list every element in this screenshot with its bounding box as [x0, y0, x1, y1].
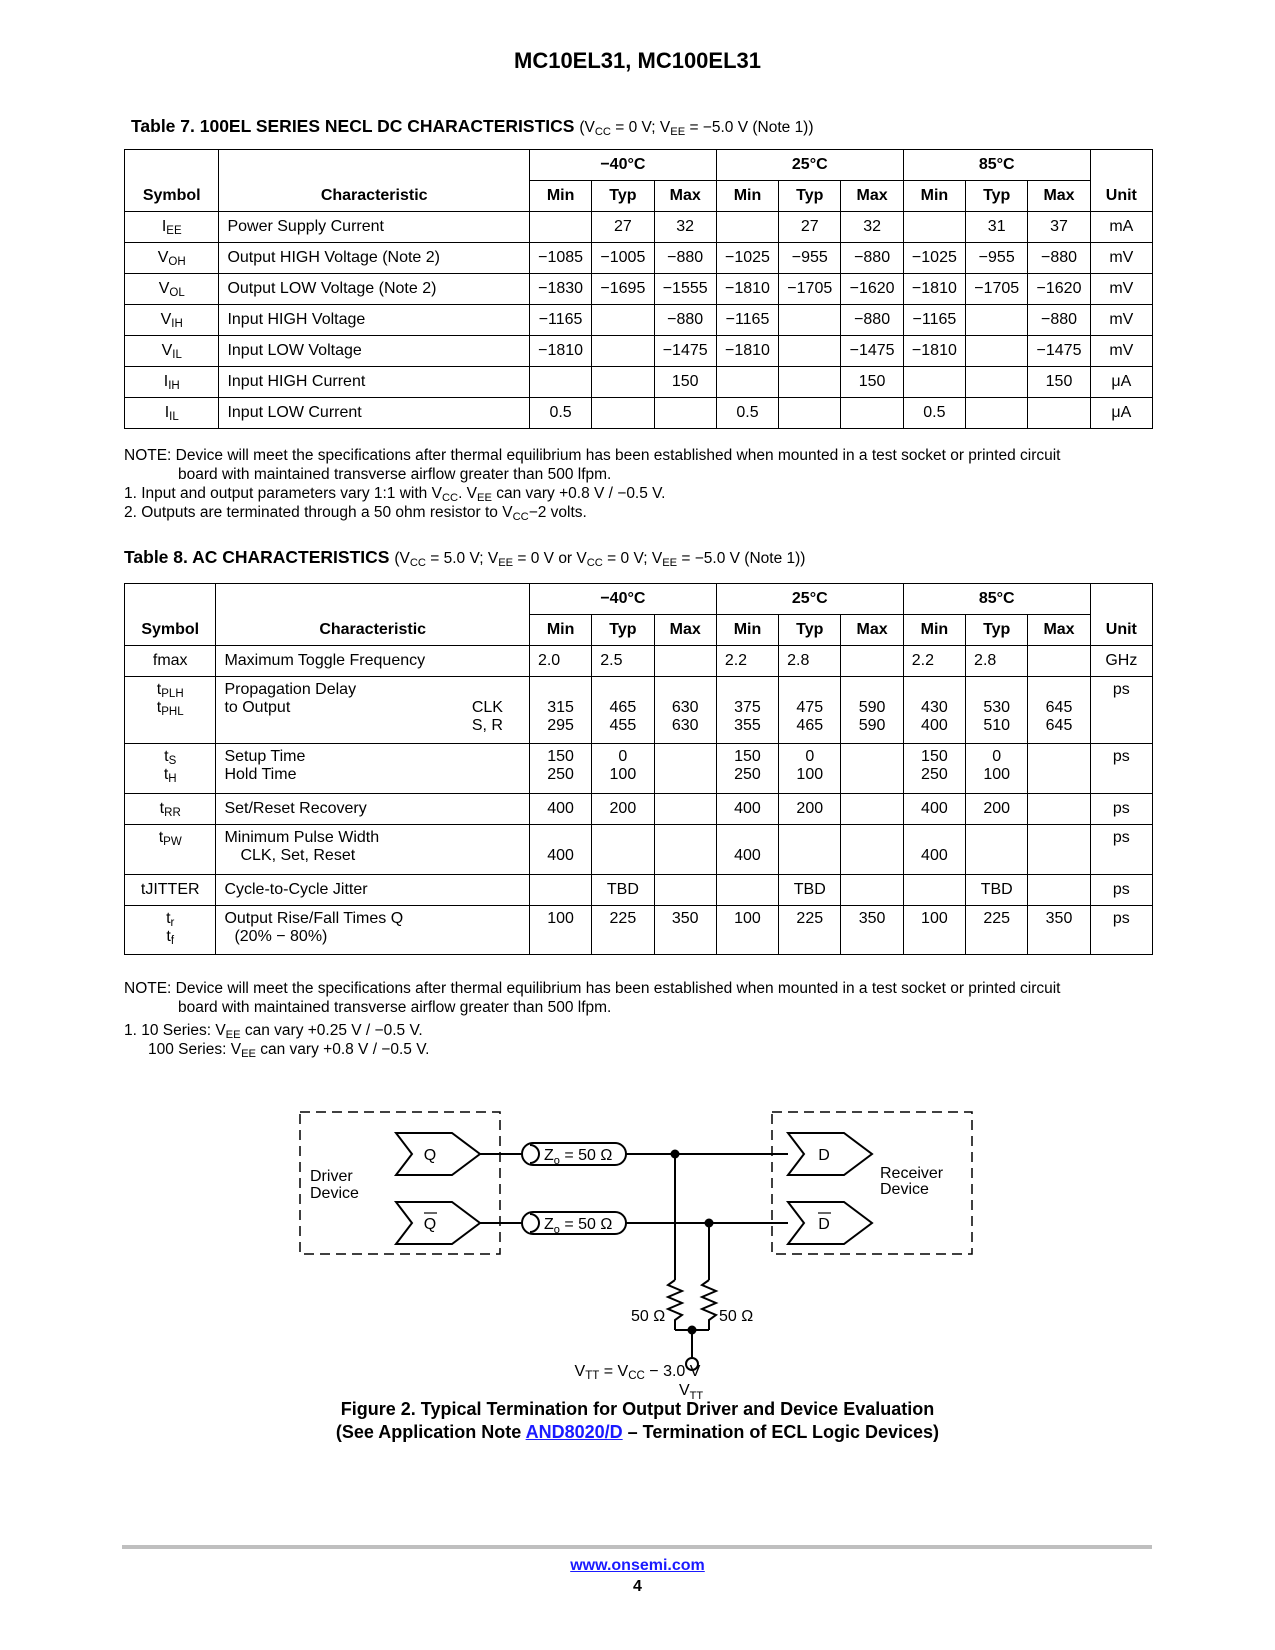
unit-cell: mV — [1090, 274, 1152, 305]
value-cell — [903, 212, 965, 243]
value-cell — [654, 794, 716, 825]
symbol-cell: $V_{OL}$ — [125, 274, 219, 305]
value-cell — [903, 875, 965, 906]
value-cell: −1695 — [592, 274, 654, 305]
value-cell: 400 — [529, 794, 591, 825]
value-cell: −1810 — [903, 336, 965, 367]
value-cell: 200 — [966, 794, 1028, 825]
value-cell: −1475 — [1028, 336, 1090, 367]
value-cell — [1028, 794, 1090, 825]
value-cell: −1005 — [592, 243, 654, 274]
value-cell: 590 590 — [841, 677, 903, 744]
characteristic-cell: Input LOW Voltage — [219, 336, 529, 367]
receiver-dbar-buffer — [788, 1202, 872, 1244]
table7-header-unit: Unit — [1090, 150, 1152, 212]
value-cell: 400 — [529, 825, 591, 875]
value-cell — [592, 398, 654, 429]
value-cell: 630 630 — [654, 677, 716, 744]
value-cell: −1025 — [716, 243, 778, 274]
table-row — [125, 794, 1153, 825]
d-label: D — [818, 1147, 830, 1164]
table7-header-temp: 25°C — [716, 150, 903, 181]
table7-subheader: Max — [1028, 181, 1090, 212]
value-cell — [529, 875, 591, 906]
table8-caption-conditions: ($V_{CC} = 5.0$ V; $V_{EE} = 0$ V or $V_{CC} = 0$ V; $V_{EE} = -5.0$ V (Note 1)) — [394, 550, 806, 570]
value-cell: 2.2 — [903, 646, 965, 677]
value-cell: 32 — [654, 212, 716, 243]
unit-cell: ps — [1090, 677, 1152, 744]
table-row — [125, 398, 1153, 429]
value-cell: 350 — [1028, 906, 1090, 955]
table7-subheader: Typ — [966, 181, 1028, 212]
value-cell — [1028, 744, 1090, 794]
char-line — [224, 717, 503, 735]
value-cell: Setup Time Hold Time — [216, 744, 530, 794]
table8-subheader: Min — [716, 615, 778, 646]
table8-header-characteristic: Characteristic — [216, 584, 530, 646]
unit-cell: μA — [1090, 398, 1152, 429]
value-cell: 0 100 — [592, 744, 654, 794]
table7-header-temp: −40°C — [529, 150, 716, 181]
table7-caption-title: Table 7. 100EL SERIES NECL DC CHARACTERISTICS — [131, 116, 575, 136]
value-cell: 315 295 — [529, 677, 591, 744]
qbar-label: Q — [423, 1216, 437, 1233]
value-cell — [716, 367, 778, 398]
characteristic-cell: Input LOW Current — [219, 398, 529, 429]
table7-subheader: Min — [529, 181, 591, 212]
value-cell: −1830 — [529, 274, 591, 305]
characteristic-cell: Maximum Toggle Frequency — [216, 646, 530, 677]
table-row — [125, 243, 1153, 274]
value-cell: −1475 — [841, 336, 903, 367]
value-cell: 375 355 — [716, 677, 778, 744]
table7-note-main-cont: board with maintained transverse airflow greater than 500 lfpm. — [178, 466, 612, 483]
table7-subheader: Max — [841, 181, 903, 212]
value-cell: 37 — [1028, 212, 1090, 243]
value-cell — [841, 398, 903, 429]
value-cell: −955 — [966, 243, 1028, 274]
driver-qbar-buffer — [396, 1202, 480, 1244]
value-cell: −1165 — [903, 305, 965, 336]
value-cell — [966, 367, 1028, 398]
table7-caption-conditions: ($V_{CC} = 0$ V; $V_{EE} = -5.0$ V (Note 1)) — [579, 119, 814, 139]
table-row — [125, 646, 1153, 677]
characteristic-cell: Set/Reset Recovery — [216, 794, 530, 825]
value-cell — [1028, 398, 1090, 429]
table8 — [124, 583, 1153, 955]
driver-q-buffer — [396, 1133, 480, 1175]
value-cell: 530 510 — [966, 677, 1028, 744]
value-cell: 150 — [841, 367, 903, 398]
receiver-label-2: Device — [880, 1181, 929, 1198]
value-cell — [716, 875, 778, 906]
table8-note-main-cont: board with maintained transverse airflow greater than 500 lfpm. — [178, 999, 612, 1016]
table-row — [125, 744, 1153, 794]
value-cell: −1810 — [529, 336, 591, 367]
table7-caption — [131, 116, 814, 137]
value-cell: 2.8 — [966, 646, 1028, 677]
value-cell: −880 — [654, 243, 716, 274]
table-row — [125, 305, 1153, 336]
value-cell: −1165 — [529, 305, 591, 336]
table-row — [125, 825, 1153, 875]
table7-note-main: NOTE: Device will meet the specifications after thermal equilibrium has been established when mounted in a test socket or printed circuit — [124, 447, 1061, 464]
junction-qbar — [705, 1219, 714, 1228]
table8-subheader: Typ — [592, 615, 654, 646]
symbol-cell: $V_{IL}$ — [125, 336, 219, 367]
symbol-cell: $I_{IL}$ — [125, 398, 219, 429]
symbol-cell: fmax — [125, 646, 216, 677]
table8-header-temp: 85°C — [903, 584, 1090, 615]
vtt-equation: $V_{TT} = V_{CC} - 3.0$ V — [574, 1363, 701, 1383]
resistor-left-label: 50 Ω — [631, 1308, 666, 1325]
table7-subheader: Typ — [779, 181, 841, 212]
value-cell: −1705 — [779, 274, 841, 305]
table-row — [125, 336, 1153, 367]
junction-vtt — [688, 1326, 697, 1335]
value-cell — [966, 305, 1028, 336]
value-cell: 2.2 — [716, 646, 778, 677]
figure-caption-line-1: Figure 2. Typical Termination for Output Driver and Device Evaluation — [340, 1399, 935, 1419]
characteristic-cell — [216, 677, 530, 744]
value-cell: 100 — [903, 906, 965, 955]
char-line: Minimum Pulse Width — [224, 829, 380, 846]
q-label: Q — [423, 1147, 437, 1164]
value-cell: 0 100 — [966, 744, 1028, 794]
table8-caption — [124, 547, 805, 568]
value-cell — [841, 646, 903, 677]
value-cell: 100 — [716, 906, 778, 955]
table8-header-unit: Unit — [1090, 584, 1152, 646]
table-row — [125, 212, 1153, 243]
website-link[interactable]: www.onsemi.com — [570, 1557, 705, 1574]
clk-label: CLK — [471, 699, 503, 716]
value-cell: 150 — [654, 367, 716, 398]
value-cell: 430 400 — [903, 677, 965, 744]
unit-cell: μA — [1090, 367, 1152, 398]
table8-caption-title: Table 8. AC CHARACTERISTICS — [124, 547, 390, 567]
table8-header-symbol: Symbol — [125, 584, 216, 646]
resistor-right — [702, 1280, 716, 1330]
driver-label-1: Driver — [310, 1168, 353, 1185]
unit-cell: mA — [1090, 212, 1152, 243]
table7-subheader: Max — [654, 181, 716, 212]
table8-subheader: Typ — [779, 615, 841, 646]
unit-cell: GHz — [1090, 646, 1152, 677]
characteristic-cell — [216, 906, 530, 955]
table7-subheader: Min — [716, 181, 778, 212]
value-cell: 225 — [779, 906, 841, 955]
value-cell: −1165 — [716, 305, 778, 336]
value-cell — [1028, 825, 1090, 875]
symbol-cell: tJITTER — [125, 875, 216, 906]
table8-subheader: Min — [529, 615, 591, 646]
page-title: MC10EL31, MC100EL31 — [514, 48, 761, 73]
unit-cell: ps — [1090, 825, 1152, 875]
table8-subheader: Max — [841, 615, 903, 646]
symbol-cell: $V_{OH}$ — [125, 243, 219, 274]
value-cell — [841, 794, 903, 825]
unit-cell: mV — [1090, 336, 1152, 367]
characteristic-cell: Cycle-to-Cycle Jitter — [216, 875, 530, 906]
unit-cell: mV — [1090, 243, 1152, 274]
value-cell: −1085 — [529, 243, 591, 274]
value-cell: −1475 — [654, 336, 716, 367]
value-cell: −880 — [841, 305, 903, 336]
value-cell: 200 — [592, 794, 654, 825]
table8-subheader: Typ — [966, 615, 1028, 646]
value-cell: 150 — [1028, 367, 1090, 398]
z0-label-q: $Z_o = 50$ Ω — [544, 1147, 613, 1167]
value-cell: 475 465 — [779, 677, 841, 744]
unit-cell: mV — [1090, 305, 1152, 336]
value-cell: 400 — [716, 825, 778, 875]
value-cell — [966, 825, 1028, 875]
characteristic-cell: Input HIGH Voltage — [219, 305, 529, 336]
characteristic-cell: Input HIGH Current — [219, 367, 529, 398]
char-text: to Output — [224, 699, 291, 716]
char-line: CLK, Set, Reset — [240, 847, 356, 864]
sr-label: S, R — [471, 717, 503, 734]
value-cell — [654, 398, 716, 429]
value-cell — [779, 367, 841, 398]
value-cell: 100 — [529, 906, 591, 955]
table8-notes — [124, 979, 1164, 1059]
value-cell: 225 — [966, 906, 1028, 955]
table-row — [125, 367, 1153, 398]
value-cell — [529, 367, 591, 398]
value-cell — [654, 744, 716, 794]
page-number: 4 — [633, 1578, 642, 1595]
value-cell — [779, 398, 841, 429]
table7-header-temp: 85°C — [903, 150, 1090, 181]
resistor-left — [668, 1280, 682, 1330]
value-cell — [779, 305, 841, 336]
characteristic-cell — [216, 825, 530, 875]
symbol-cell: $V_{IH}$ — [125, 305, 219, 336]
unit-cell: ps — [1090, 875, 1152, 906]
table8-subheader: Min — [903, 615, 965, 646]
table7-header-symbol: Symbol — [125, 150, 219, 212]
value-cell: −880 — [654, 305, 716, 336]
value-cell: 350 — [654, 906, 716, 955]
value-cell: 2.5 — [592, 646, 654, 677]
value-cell: 645 645 — [1028, 677, 1090, 744]
vtt-label: $V_{TT}$ — [679, 1382, 704, 1402]
value-cell: 400 — [903, 794, 965, 825]
receiver-label-1: Receiver — [880, 1165, 944, 1182]
value-cell: −880 — [1028, 305, 1090, 336]
app-note-link[interactable]: AND8020/D — [525, 1422, 623, 1442]
table7-header-characteristic: Characteristic — [219, 150, 529, 212]
value-cell: 225 — [592, 906, 654, 955]
value-cell: 0.5 — [903, 398, 965, 429]
symbol-cell: $t_S$ $t_H$ — [125, 744, 216, 794]
value-cell: TBD — [966, 875, 1028, 906]
char-line: Propagation Delay — [224, 681, 357, 698]
unit-cell: ps — [1090, 906, 1152, 955]
value-cell: −1620 — [1028, 274, 1090, 305]
value-cell — [966, 398, 1028, 429]
footer — [0, 1555, 1275, 1597]
value-cell: 350 — [841, 906, 903, 955]
value-cell — [654, 875, 716, 906]
symbol-cell: $t_{RR}$ — [125, 794, 216, 825]
value-cell — [592, 305, 654, 336]
resistor-right-label: 50 Ω — [719, 1308, 754, 1325]
value-cell — [779, 336, 841, 367]
value-cell — [1028, 875, 1090, 906]
value-cell: −1555 — [654, 274, 716, 305]
value-cell — [903, 367, 965, 398]
value-cell — [841, 825, 903, 875]
termination-diagram — [290, 1062, 980, 1402]
unit-cell: ps — [1090, 794, 1152, 825]
table-row — [125, 677, 1153, 744]
table8-note-1: 1. 10 Series: $V_{EE}$ can vary +0.25 V / −0.5 V. — [124, 1022, 423, 1042]
value-cell — [1028, 646, 1090, 677]
table-row — [125, 875, 1153, 906]
table8-subheader: Max — [1028, 615, 1090, 646]
table8-subheader: Max — [654, 615, 716, 646]
value-cell: 2.8 — [779, 646, 841, 677]
table7-notes — [124, 446, 1164, 522]
table7-subheader: Min — [903, 181, 965, 212]
table8-note-main: NOTE: Device will meet the specifications after thermal equilibrium has been established when mounted in a test socket or printed circuit — [124, 980, 1061, 997]
table8-header-temp: 25°C — [716, 584, 903, 615]
value-cell: 200 — [779, 794, 841, 825]
value-cell: −880 — [841, 243, 903, 274]
value-cell: 465 455 — [592, 677, 654, 744]
value-cell: 150 250 — [903, 744, 965, 794]
characteristic-cell: Output HIGH Voltage (Note 2) — [219, 243, 529, 274]
value-cell — [779, 825, 841, 875]
value-cell: −880 — [1028, 243, 1090, 274]
value-cell: 0 100 — [779, 744, 841, 794]
driver-label-2: Device — [310, 1185, 359, 1202]
value-cell — [592, 825, 654, 875]
value-cell: −955 — [779, 243, 841, 274]
value-cell: −1620 — [841, 274, 903, 305]
characteristic-cell: Power Supply Current — [219, 212, 529, 243]
value-cell: 150 250 — [716, 744, 778, 794]
table8-note-1b: 100 Series: $V_{EE}$ can vary +0.8 V / −0.5 V. — [148, 1041, 430, 1061]
table8-header-temp: −40°C — [529, 584, 716, 615]
z0-label-qbar: $Z_o = 50$ Ω — [544, 1216, 613, 1236]
value-cell: TBD — [592, 875, 654, 906]
value-cell: 150 250 — [529, 744, 591, 794]
footer-divider — [122, 1545, 1152, 1549]
value-cell — [654, 646, 716, 677]
receiver-d-buffer — [788, 1133, 872, 1175]
value-cell: 32 — [841, 212, 903, 243]
value-cell — [529, 212, 591, 243]
value-cell: 27 — [592, 212, 654, 243]
symbol-cell: $I_{IH}$ — [125, 367, 219, 398]
value-cell — [592, 367, 654, 398]
table7-note-2: 2. Outputs are terminated through a 50 ohm resistor to $V_{CC}-2$ volts. — [124, 504, 587, 524]
characteristic-cell: Output LOW Voltage (Note 2) — [219, 274, 529, 305]
dbar-label: D — [818, 1216, 830, 1233]
value-cell: −1810 — [716, 274, 778, 305]
value-cell: 400 — [716, 794, 778, 825]
value-cell: −1705 — [966, 274, 1028, 305]
value-cell: 400 — [903, 825, 965, 875]
symbol-cell: $t_{PW}$ — [125, 825, 216, 875]
table7 — [124, 149, 1153, 429]
symbol-cell: $t_{PLH}$ $t_{PHL}$ — [125, 677, 216, 744]
value-cell — [654, 825, 716, 875]
table-row — [125, 274, 1153, 305]
symbol-cell: $I_{EE}$ — [125, 212, 219, 243]
table7-subheader: Typ — [592, 181, 654, 212]
value-cell: 2.0 — [529, 646, 591, 677]
char-line: Output Rise/Fall Times Q — [224, 910, 404, 927]
symbol-cell: $t_r$ $t_f$ — [125, 906, 216, 955]
figure-caption — [0, 1398, 1275, 1444]
junction-q — [671, 1150, 680, 1159]
value-cell: 27 — [779, 212, 841, 243]
value-cell: 0.5 — [529, 398, 591, 429]
value-cell — [716, 212, 778, 243]
value-cell — [592, 336, 654, 367]
value-cell: 31 — [966, 212, 1028, 243]
value-cell: −1810 — [903, 274, 965, 305]
value-cell: TBD — [779, 875, 841, 906]
value-cell: −1810 — [716, 336, 778, 367]
value-cell: 0.5 — [716, 398, 778, 429]
value-cell — [966, 336, 1028, 367]
char-line — [224, 699, 503, 717]
value-cell — [841, 744, 903, 794]
figure-caption-line-2: (See Application Note AND8020/D – Termination of ECL Logic Devices) — [335, 1422, 940, 1442]
char-line: (20% − 80%) — [234, 928, 328, 945]
table7-note-1: 1. Input and output parameters vary 1:1 with $V_{CC}$. $V_{EE}$ can vary +0.8 V / −0.5 V. — [124, 485, 666, 505]
value-cell — [841, 875, 903, 906]
value-cell: −1025 — [903, 243, 965, 274]
unit-cell: ps — [1090, 744, 1152, 794]
table-row — [125, 906, 1153, 955]
